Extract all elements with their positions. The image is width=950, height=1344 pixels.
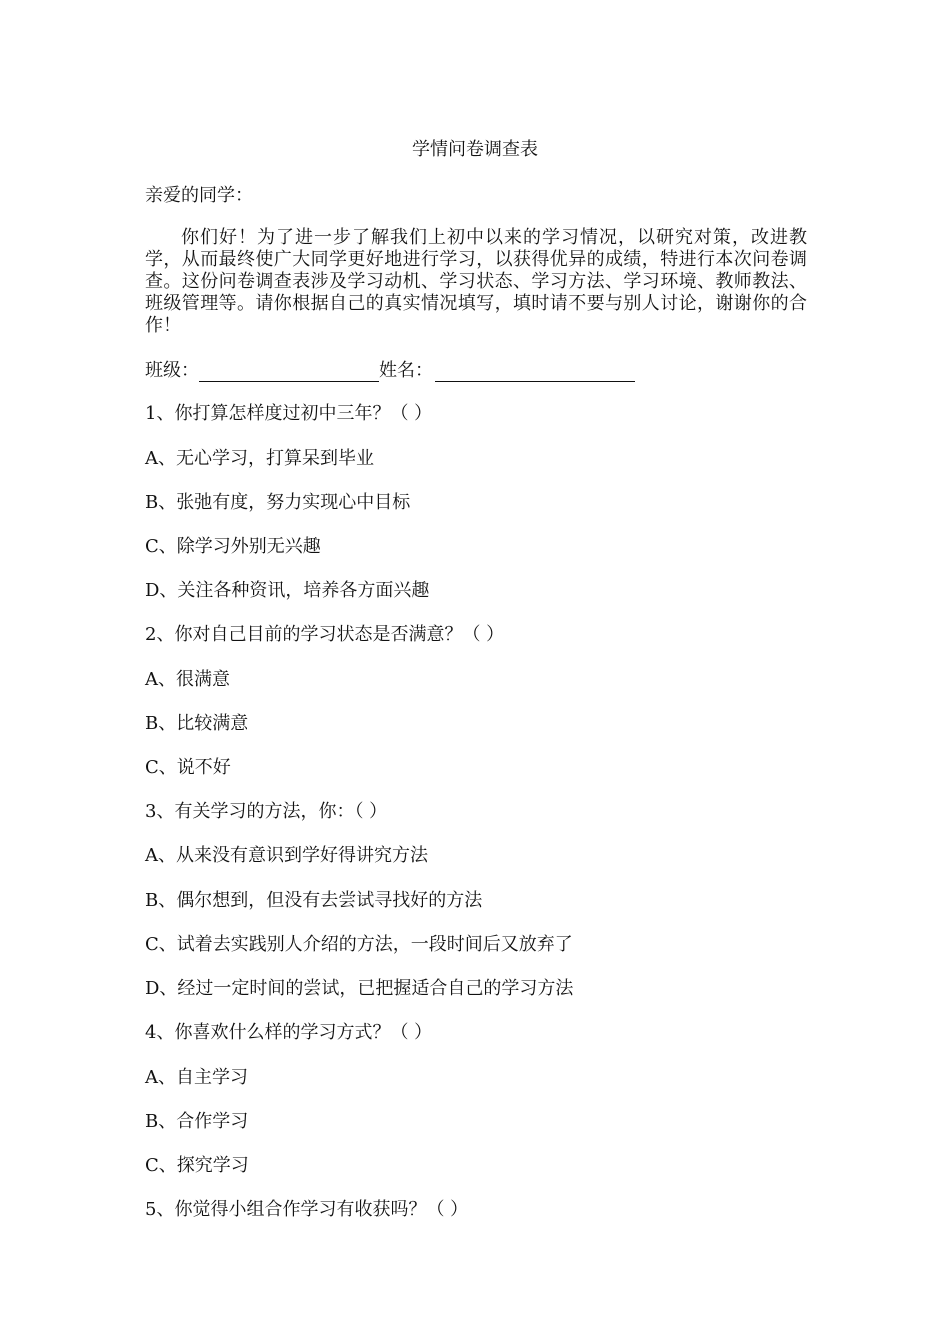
name-label: 姓名： [379, 360, 433, 381]
question-4-option-b: B、合作学习 [145, 1111, 249, 1132]
intro-paragraph: 你们好！为了进一步了解我们上初中以来的学习情况，以研究对策，改进教学，从而最终使广大同学更好地进行学习，以获得优异的成绩，特进行本次问卷调查。这份问卷调查表涉及学习动机、学习状态、学习方法、学习环境、教师教法、班级管理等。请你根据自己的真实情况填写，填时请不要与别人讨论，谢谢你的合作！ [145, 227, 807, 336]
question-1-option-d: D、关注各种资讯，培养各方面兴趣 [145, 580, 430, 601]
question-4-option-a: A、自主学习 [145, 1067, 248, 1088]
greeting: 亲爱的同学： [145, 185, 253, 206]
question-1-option-b: B、张弛有度，努力实现心中目标 [145, 492, 411, 513]
question-3: 3、有关学习的方法，你：（ ） [145, 801, 388, 822]
name-blank-field[interactable] [435, 362, 635, 382]
class-label: 班级： [145, 360, 199, 381]
question-1-option-a: A、无心学习，打算呆到毕业 [145, 448, 374, 469]
document-title: 学情问卷调查表 [412, 139, 538, 160]
question-3-option-b: B、偶尔想到，但没有去尝试寻找好的方法 [145, 890, 483, 911]
question-2-option-a: A、很满意 [145, 669, 230, 690]
question-5: 5、你觉得小组合作学习有收获吗？（ ） [145, 1199, 469, 1220]
question-2-option-b: B、比较满意 [145, 713, 249, 734]
question-4: 4、你喜欢什么样的学习方式？（ ） [145, 1022, 433, 1043]
question-3-option-d: D、经过一定时间的尝试，已把握适合自己的学习方法 [145, 978, 574, 999]
question-1: 1、你打算怎样度过初中三年？（ ） [145, 403, 433, 424]
question-3-option-a: A、从来没有意识到学好得讲究方法 [145, 845, 428, 866]
question-1-option-c: C、除学习外别无兴趣 [145, 536, 321, 557]
class-blank-field[interactable] [199, 362, 379, 382]
question-2-option-c: C、说不好 [145, 757, 231, 778]
student-info-row [145, 358, 635, 384]
question-4-option-c: C、探究学习 [145, 1155, 249, 1176]
question-2: 2、你对自己目前的学习状态是否满意？（ ） [145, 624, 505, 645]
question-3-option-c: C、试着去实践别人介绍的方法，一段时间后又放弃了 [145, 934, 573, 955]
